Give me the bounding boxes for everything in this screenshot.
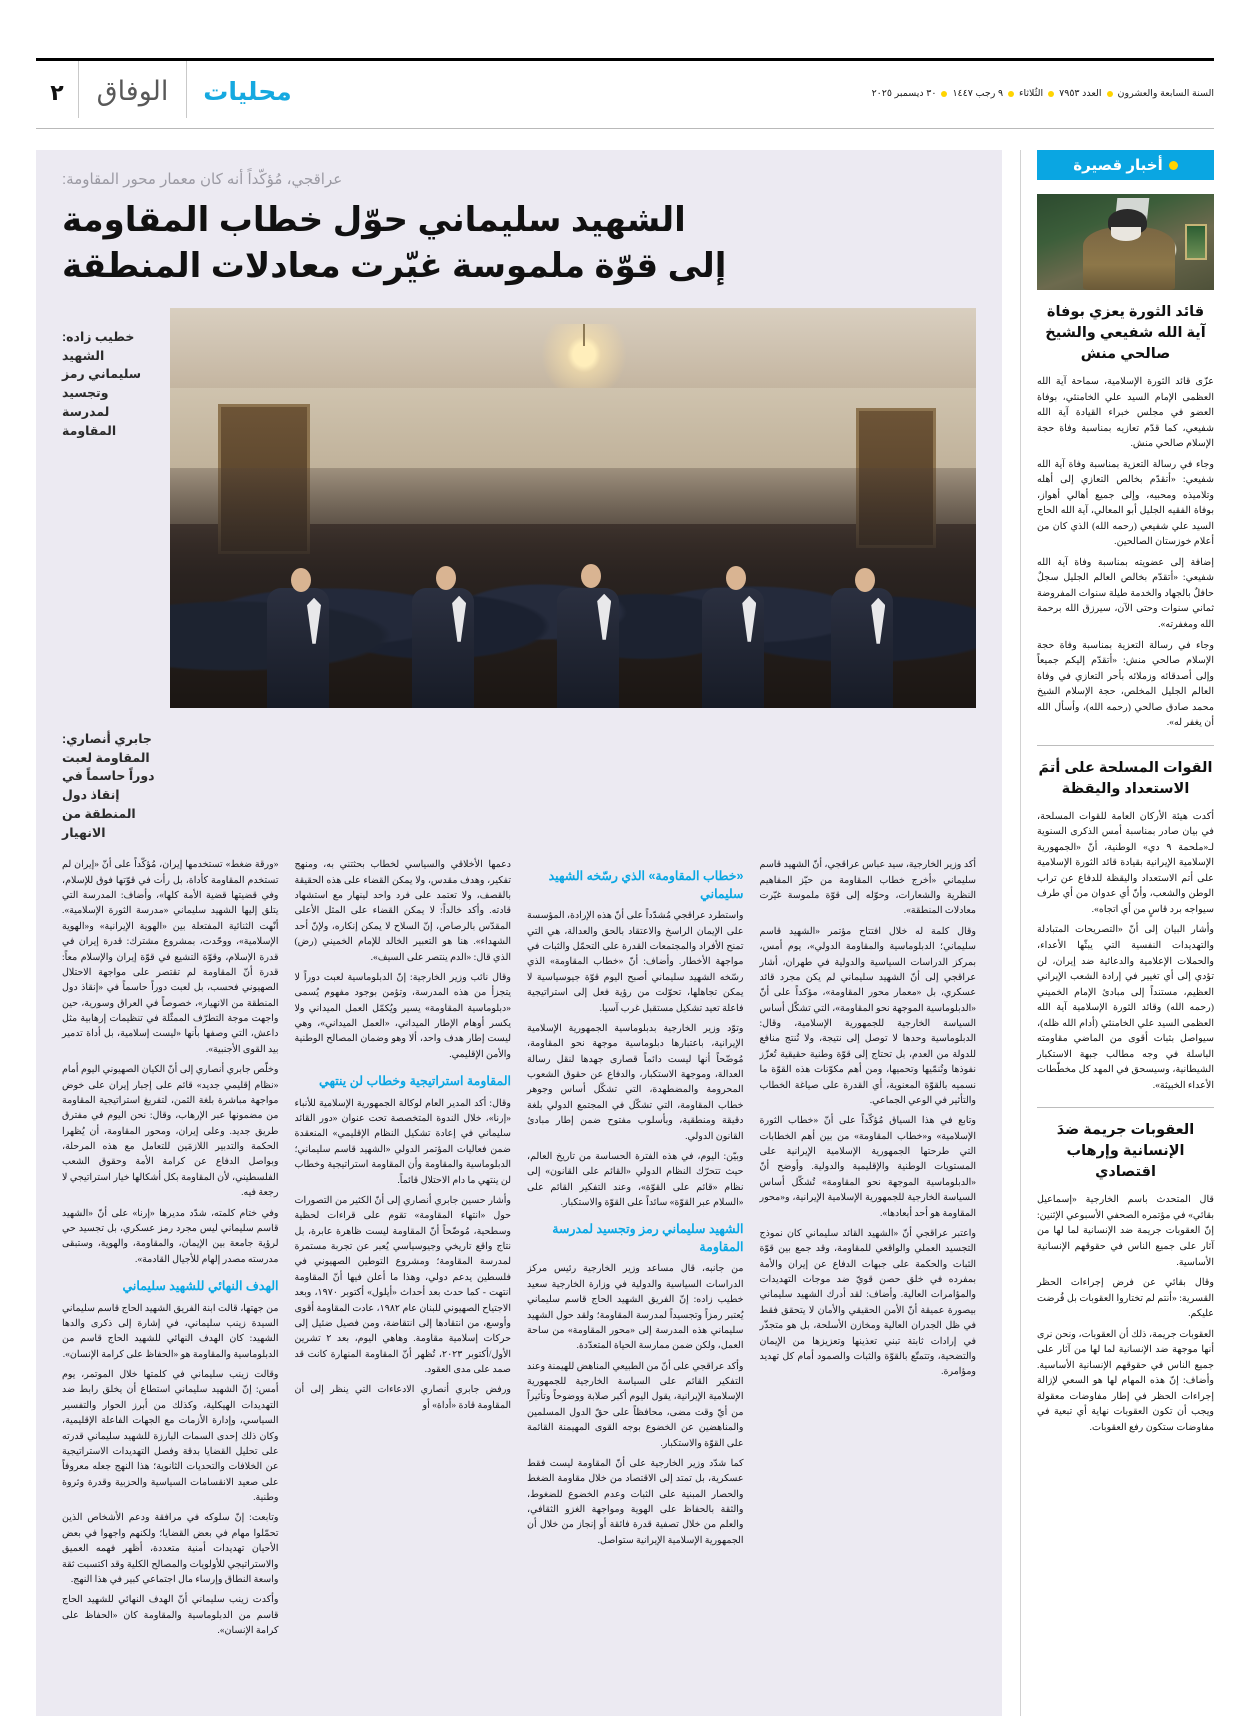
sidebar-paragraph: عزّى قائد الثورة الإسلامية، سماحة آية الله العظمى الإمام السيد علي الخامنئي، بوفاة العضو في مجلس خبراء القيادة آية الله شفيعي، كما قدّم تعازيه بمناسبة وفاة حجة الإسلام صالحي منش.	[1037, 376, 1214, 450]
article-headline	[62, 198, 976, 290]
sidebar-paragraph: وقال بقائي عن فرض إجراءات الحظر القسرية: «أنتم لم تختاروا العقوبات بل فُرضت عليكم.	[1037, 1277, 1214, 1320]
article-paragraph: من جهتها، قالت ابنة الفريق الشهيد الحاج قاسم سليماني السيدة زينب سليماني، في إشارة إلى ذكرى والدها الشهيد: كان الهدف النهائي للشهيد الحاج قاسم من الدبلوماسية والمقاومة هو «الحفاظ على كرامة الإنسان».	[62, 1303, 279, 1360]
article-paragraph: دعمها الأخلاقي والسياسي لخطاب بحثتني به، ومنهج تفكير، وهدف مقدس، ولا يمكن القضاء على هذه الحقيقة بالقصف، ولا تعتمد على فرد واحد لينهار مع استشهاد قادته. وأكد خالداً: لا يمكن القضاء على المثل الأعلى المقدّس بالرصاص، إنّ السلاح لا يمكن إنكاره، ولإنّ أحد الشهداء». هنا هو التعبير الخالد للإمام الخميني (رض) الذي قال: «الدم ينتصر على السيف».	[294, 860, 511, 963]
short-news-sidebar	[1020, 150, 1214, 1716]
article-paragraph: وتوّد وزير الخارجية بدبلوماسية الجمهورية الإسلامية الإيرانية، باعتبارها دبلوماسية موجهة نحو المقاومة، مُوضّحاً أنها ليست دائماً قصارى جهدها لنقل رسالة العدالة، وموجهة الاستكبار، والدفاع عن حقوق الشعوب المحرومة والمضطهدة، التي تشكّل أساس وجوهر خطاب المقاومة، التي تشكّل في المجتمع الدولي بلغة دقيقة ومنطقية، وبأسلوب مفتوح ضمن إطار مبادئ القانون الدولي.	[527, 1023, 744, 1142]
article-paragraph: وبيّن: اليوم، في هذه الفترة الحساسة من تاريخ العالم، حيث تتحرّك النظام الدولي «القائم على القانون» إلى نظام «قائم على القوّة»، وعند التفكير القائم على «السلام عبر القوّة» سائداً على القوّة والاستكبار.	[527, 1151, 744, 1209]
article-paragraph: وخلّص جابري أنصاري إلى أنّ الكيان الصهيوني اليوم أمام «نظام إقليمي جديد» قائم على إجبار إيران على خوض مواجهة مباشرة بلغة الثمن، لتفريغ استراتيجية المقاومة من مضمونها عبر الإرهاب، وقال: نحن اليوم في مفترق طريق جديد. وعلى إيران، ومحور المقاومة، أن يُظهرا الحكمة والتدبير اللازمَين للتعامل مع هذه المرحلة، وبواصل الدفاع عن كرامة الأمة وحقوق الشعب الفلسطيني، لأن المقاومة بكل أشكالها خيار استراتيجي لا رجعة فيه.	[62, 1065, 279, 1199]
masthead-brand-name: الوفاق	[78, 61, 186, 118]
article-paragraph: وأكد عراقجي على أنّ من الطبيعي المناهض للهيمنة وعند التفكير القائم على السياسة الخارجية للجمهورية الإسلامية الإيرانية، يقول اليوم أكبر صلابة ووضوحاً وتأثيراً من أيّ وقت مضى، محافظاً على حقّ الدول المسلمين والمناهضين عن الخضوع بوجه القوى المهيمنة القائمة على القوّة والاستكبار.	[527, 1361, 744, 1449]
sidebar-paragraph: وأشار البيان إلى أنّ «التصريحات المتبادلة والتهديدات النفسية التي يبثّها الأعداء، والحملات الإعلامية والدعائية ضد إيران، لن تؤدي إلى أي تغيير في إرادة الشعب الإيراني العظيم، مستنداً إلى مبادئ الإمام الخميني (رحمه الله) وقائد الثورة الإسلامية آية الله العظمى السيد علي الخامنئي (أدام الله ظله)، سيواصل بثبات أقوى من الماضي مقاومته الباسلة في وجه مطالب جبهة الاستكبار الشيطانية، وسيسحق في المهد كل مخطّطات الأعداء الخبيثة».	[1037, 924, 1214, 1091]
main-article	[36, 150, 1020, 1716]
article-paragraph: وقالت زينب سليماني في كلمتها خلال الموتمر، يوم أمس: إنّ الشهيد سليماني استطاع أن يخلق رابط ضد التهديدات الهيكلية، وكذلك من أبرز الحوار والتفسير السياسي، وإدارة الأزمات مع الجهات الفاعلة الإقليمية، وكان ذلك إحدى السمات البارزة للشهيد سليماني قدرته على تحليل القضايا بدقة وفصل التهديدات الاستراتيجية عن الخلافات والتحديات الثانوية؛ هذا النهج جعله معروفاً على صعيد الانقسامات السياسية والحزبية وقدرة وثروة وطنية.	[62, 1370, 279, 1504]
separator-dot-icon	[1008, 91, 1014, 97]
masthead-meta-year: السنة السابعة والعشرون	[1117, 88, 1214, 99]
sidebar-paragraph: العقوبات جريمة، ذلك أن العقوبات، ونحن نرى أنها موجهة ضد الإنسانية لما لها من آثار على جميع الناس في حقوقهم الإنسانية الأساسية. وأضاف: إنّ هذه المهام لها هو السعي لإزالة إجراءات الحظر في إطار مفاوضات معقولة ويجب أن تكون العقوبات نهاية أي تبعية في مفاوضات ستكون رفع العقوبات.	[1037, 1328, 1214, 1433]
sidebar-paragraph: أكدت هيئة الأركان العامة للقوات المسلحة، في بيان صادر بمناسبة أمس الذكرى السنوية لـ«ملحمة ٩ دي» الوطنية، أنّ «الجمهورية الإسلامية الإيرانية بقيادة قائد الثورة الإسلامية على أتم الاستعداد والیقظة للدفاع عن تراب الوطن والشعب، وأنّ أي عدوان من أي طرف سيواجه برد قاسٍ من أي اتجاه».	[1037, 810, 1214, 915]
article-paragraph: وفي ختام كلمته، شدّد مديرها «إرنا» على أنّ «الشهيد قاسم سليماني ليس مجرد رمز عسكري، بل تجسيد حي لرؤية جامعة بين الإيمان، والمقاومة، والهوية، وستبقى مدرسته مصدر إلهام للأجيال القادمة».	[62, 1208, 279, 1265]
masthead-divider	[36, 128, 1214, 129]
article-paragraph: من جانبه، قال مساعد وزير الخارجية رئيس مركز الدراسات السياسية والدولية في وزارة الخارجية سعيد خطيب زاده: إنّ الفريق الشهيد الحاج قاسم سليماني يُعتبر رمزاً وتجسيداً لمدرسة المقاومة؛ ولقد حول الشهيد سليماني هذه المدرسة إلى «محور المقاومة» من ساحة العمل، ولكن ضمن ممارسة الحياة المتعدّدة.	[527, 1264, 744, 1352]
sidebar-item-title-2: القوات المسلحة على أتمَ الاستعداد واليقظة	[1038, 759, 1213, 797]
headline-line-2: إلى قوّة ملموسة غيّرت معادلات المنطقة	[62, 246, 727, 285]
masthead-meta-hijri-date: ٩ رجب ١٤٤٧	[952, 88, 1004, 99]
sidebar-divider	[1037, 1107, 1214, 1108]
separator-dot-icon	[941, 91, 947, 97]
article-column	[527, 858, 744, 1698]
separator-dot-icon	[1048, 91, 1054, 97]
sidebar-item-title-3: العقوبات جريمة ضدَ الإنسانية وإرهاب اقتصادي	[1056, 1122, 1195, 1181]
article-paragraph: وأشار حسين جابري أنصاري إلى أنّ الكثير من التصورات حول «انتهاء المقاومة» تقوم على قراءات لحظية وسطحية، مُوضّحاً أنّ المقاومة ليست ظاهرة عابرة، بل نتاج واقع تاريخي وجيوسياسي يُعبر عن تجربة مستمرة لمدرسة المقاومة؛ ومشروع التوطين الصهيوني في فلسطين يدعم دولي، وهذا ما أعلن فيها أنّ المقاومة انتهت - كما حدث بعد أحداث «أيلول» أكتوبر ١٩٧٠، وبعد الاجتياح الصهيوني للبنان عام ١٩٨٢، عادت المقاومة أقوى وأوسع، من انتقادها إلى انتقاضة، ومن فصيل ضئيل إلى حركات إسلامية مقاومة. وهاهي اليوم، بعد ٢ تشرين الأول/أكتوبر ٢٠٢٣، تُظهر أنّ المقاومة المنهارة كانت قد صمد على مدى العقود.	[294, 1195, 511, 1376]
sidebar-paragraph: إضافة إلى عضويته بمناسبة وفاة آية الله شفيعي: «أتقدّم بخالص العالم الجليل سجلٌ حافلٌ بالجهاد والخدمة طيلة سنوات المفروضة ثماني سنوات وحتى الآن، سيرزق الله برحمة الله ومغفرته».	[1037, 556, 1214, 631]
sidebar-item-body-3	[1037, 1192, 1214, 1435]
article-paragraph: وتابعت: إنّ سلوكه في مرافقة ودعم الأشخاص الذين تحمّلوا مهام في بعض القضايا؛ ولكنهم واجهوا في بعض الأحيان تهديدات أمنية متعددة، أظهر فهمه العميق والاستراتيجي للأولويات والمصالح الكلية وقد اكتسبت ثقة واسعة النطاق وإرساء مال اجتماعي كبير في هذا النهج.	[62, 1513, 279, 1585]
supreme-leader-photo	[1037, 194, 1214, 290]
short-news-banner	[1037, 150, 1214, 180]
article-paragraph: «ورقة ضغط» تستخدمها إيران، مُؤكّداً على أنّ «إيران لم تستخدم المقاومة كأداة، بل رأت في قوّتها فوق للإسلام، وفي قضيتها قضية الأمة كلها»، وأضاف: المدرسة التي يتلق إليها الشهيد سليماني «مدرسة الثورة الإسلامية». أنّهت الثنائية المفتعلة بين «الهوية الإيرانية» و«الهوية الإسلامية»، ووحّدت، بمشروع مشترك: قدرة إيران في قدرة الإسلام، وقوّة التشيع في قوّة إيران والإسلام معاً: قدرة أنّ المقاومة لم تقتصر على مواجهة الاحتلال الصهيوني فحسب، بل لعبت دوراً حاسماً في «إنقاذ دول المنطقة من الانهيار»، خصوصاً في العراق وسورية، حين واجهت موجة التطرّف الممثّلة في تنظيمات إرهابية مثل داعش، التي وصفها بأنها «ليست إسلامية، بل أداة تدمير بيد القوى الأجنبية».	[62, 860, 279, 1055]
article-subheading: الهدف النهائي للشهيد سليماني	[122, 1279, 279, 1294]
article-paragraph: ورفض جابري أنصاري الادعاءات التي ينظر إلى أن المقاومة قادة «أداة» أو	[294, 1385, 511, 1411]
page-content	[36, 150, 1214, 1716]
masthead-meta-gregorian-date: ٣٠ ديسمبر ٢٠٢٥	[871, 88, 937, 99]
article-paragraph: وقال: أكد المدير العام لوكالة الجمهورية الإسلامية للأنباء «إرنا»، خلال الندوة المتخصصة تحت عنوان «دور القائد سليماني في إعادة تشكيل النظام الإقليمي» المنعقدة ضمن فعاليات المؤتمر الدولي «الشهيد قاسم سليماني؛ الدبلوماسية والمقاومة وأن المقاومة استراتيجية وخطاب لن ينتهي ما دام الاحتلال قائماً.	[294, 1098, 511, 1186]
article-paragraph: أكد وزير الخارجية، سيد عباس عراقجي، أنّ الشهيد قاسم سليماني «أخرج خطاب المقاومة من حيّز المفاهيم النظرية والشعارات، وحوّله إلى قوّة ملموسة غيّرت معادلات المنطقة».	[759, 860, 976, 917]
face-decor	[291, 568, 311, 592]
face-decor	[726, 566, 746, 590]
article-paragraph: وقال كلمة له خلال افتتاح مؤتمر «الشهيد قاسم سليماني؛ الدبلوماسية والمقاومة الدولي»، يوم أمس، بمركز الدراسات السياسية والدولية في طهران، أشار عراقجي إلى أنّ الشهيد سليماني لم يكن مجرد قائد عسكري، بل «معمار محور المقاومة»، مؤكداً على أنّ «الدبلوماسية الموجهة نحو المقاومة»، التي تشكّل أساس السياسة الخارجية للجمهورية الإسلامية، وقال: الدبلوماسية وحدها لا توصل إلى نتيجة، ولا تُنتج منافع للدولة من العدم، بل تحتاج إلى قوّة وطنية حقيقية تُعزّز نفوذها وتُنمّيها وتحميها، ومن أهم مكوّنات هذه القوّة ما نسميه بالقوّة المعنوية، أي القدرة على صياغة الخطاب والتأثير في الوعي الجماعي.	[759, 926, 976, 1106]
article-subheading: المقاومة استراتيجية وخطاب لن ينتهي	[319, 1074, 511, 1089]
pull-quote-caption: جابري أنصاري: المقاومة لعبت دوراً حاسماً في إنقاذ دول المنطقة من الانهيار	[62, 731, 155, 840]
quote-spacer	[170, 730, 976, 843]
sidebar-divider	[1037, 745, 1214, 746]
article-paragraph: وقال نائب وزير الخارجية: إنّ الدبلوماسية لعبت دوراً لا يتجزأ من هذه المدرسة، وتؤمن بوجود مفهوم يُسمى «دبلوماسية المقاومة» يسير ويُكمّل العمل الميداني ولا يكسر أوهام الإطار الميداني، «العمل الميداني»، وهي ليست إطار هدف واحد، ألا وهو وضمان المصالح الوطنية والأمن الإقليمي.	[294, 972, 511, 1060]
masthead-page-number: ٢	[50, 79, 64, 105]
article-kicker: عراقجي، مُؤكّداً أنه كان معمار محور المقاومة:	[62, 171, 343, 188]
headline-line-1: الشهيد سليماني حوّل خطاب المقاومة	[62, 201, 686, 239]
photo-caption: خطيب زاده: الشهيد سليماني رمز وتجسيد لمدرسة المقاومة	[62, 329, 142, 438]
article-paragraph: وأكدت زينب سليماني أنّ الهدف النهائي للشهيد الحاج قاسم من الدبلوماسية والمقاومة كان «الحفاظ على كرامة الإنسان».	[62, 1595, 279, 1637]
article-paragraph: كما شدّد وزير الخارجية على أنّ المقاومة ليست فقط عسكرية، بل تمتد إلى الاقتصاد من خلال مقاومة الضغط والحصار المبنية على الثبات وعدم الخضوع للضغوط، والثقة بالحفاظ على الهوية ومواجهة الغزو الثقافي، والعلم من خلال تصفية قدرة فائقة أو إنجاز من خلال أن الجمهورية الإسلامية الإيرانية ستواصل.	[527, 1458, 744, 1546]
article-columns	[36, 858, 1002, 1716]
article-paragraph: وتابع في هذا السياق مُؤكّداً على أنّ «خطاب الثورة الإسلامية» و«خطاب المقاومة» من بين أهم الخطابات التي طرحتها الجمهورية الإسلامية الإيرانية على المستويات الوطنية والإقليمية والدولية. وأوضح أنّ «الدبلوماسية الموجهة نحو المقاومة» تُشكّل أساس السياسة الخارجية للجمهورية الإسلامية الإيرانية، و«محور المقاومة هو أحد أبعادها».	[759, 1116, 976, 1219]
conference-hall-photo	[170, 308, 976, 708]
masthead-meta-issue: العدد ٧٩٥٣	[1059, 88, 1102, 99]
face-decor	[581, 564, 601, 588]
article-subheading: الشهيد سليماني رمز وتجسيد لمدرسة المقاومة	[552, 1222, 744, 1254]
article-header	[36, 150, 1002, 308]
face-decor	[855, 568, 875, 592]
article-paragraph: واعتبر عراقجي أنّ «الشهيد القائد سليماني كان نموذج التجسيد العملي والواقعي للمقاومة، وقد جمع بين قوّة الثبات والحكمة على جبهات الدفاع عن إيران والأمة بمفرده في خلق حصن قويّ ضد موجات التهديدات والمؤامرات العالية. وأضاف: لقد أدرك الشهيد سليماني بيصورة عميقة أنّ الأمن الحقيقي والأمان لا يتحقق فقط في ظل الجدران العالية ومخازن الأسلحة، بل هو متجذّر في إرادات ثابتة تبني تعذينها وتعزيزها من الإيمان والتضحية، وتتمتّع بالقوّة والثبات والصمود أمام كل تهديد ومؤامرة.	[759, 1228, 976, 1378]
separator-dot-icon	[1107, 91, 1113, 97]
page-masthead	[36, 58, 1214, 118]
sidebar-paragraph: قال المتحدث باسم الخارجية «إسماعيل بقائي» في مؤتمره الصحفي الأسبوعي الإثنين: إنّ العقوبات جريمة ضد الإنسانية لما لها من آثار على جميع الناس في حقوقهم الإنسانية الأساسية.	[1037, 1194, 1214, 1268]
sidebar-paragraph: وجاء في رسالة التعزية بمناسبة وفاة حجة الإسلام صالحي منش: «أتقدّم إليكم جميعاً وإلى أصدقائه وزملائه بأحر التعازي في وفاة العالم الجليل المخلص، حجة الإسلام الشيخ محمد صادق صالحي (رحمه الله)، وأسأل الله أن يغفر له».	[1037, 639, 1214, 729]
article-subheading: «خطاب المقاومة» الذي رسّخه الشهيد سليماني	[548, 869, 744, 901]
short-news-banner-label: أخبار قصيرة	[1073, 157, 1163, 174]
article-column	[295, 858, 512, 1698]
article-column	[62, 858, 279, 1698]
masthead-section-label: محليات	[186, 61, 308, 118]
sidebar-item-title-1: قائد الثورة يعزي بوفاة آية الله شفيعي والشيخ صالحي منش	[1045, 304, 1206, 363]
sidebar-item-body-2	[1037, 809, 1214, 1094]
sidebar-paragraph: وجاء في رسالة التعزية بمناسبة وفاة آية الله شفيعي: «أتقدّم بخالص التعازي إلى أهله وتلامیذه ومحبيه، وإلى جميع أهالي أهواز، بوفاة الفقيه الجليل أبو المعالي، آية الله الحاج السيد علي شفيعي (رحمه الله) الذي كان من أعلام خوزستان الصالحين.	[1037, 458, 1214, 548]
sidebar-item-body-1	[1037, 374, 1214, 731]
article-quote-band	[36, 722, 1002, 859]
face-decor	[436, 566, 456, 590]
masthead-issue-meta	[308, 61, 1214, 118]
bullet-dot-icon	[1169, 161, 1178, 170]
masthead-meta-weekday: الثُلاثاء	[1019, 88, 1044, 99]
portrait-frame-decor	[1185, 224, 1207, 260]
article-paragraph: واستطرد عراقجي مُشدّداً على أنّ هذه الإرادة، المؤسسة على الإيمان الراسخ والاعتقاد بالحق والعدالة، هي التي تمنح الأفراد والمجتمعات القدرة على التحمّل والثبات في مواجهة الأخطار. وأضاف: أنّ «خطاب المقاومة» الذي رسّخه الشهيد سليماني أصبح اليوم قوّة جيوسياسية لا يمكن تجاهلها، تحوّلت من رؤية فعل إلى استراتيجية فاعلة تعيد تشكيل مستقبل غرب آسيا.	[527, 911, 744, 1014]
article-column	[760, 858, 977, 1698]
article-photo-band	[36, 308, 1002, 722]
